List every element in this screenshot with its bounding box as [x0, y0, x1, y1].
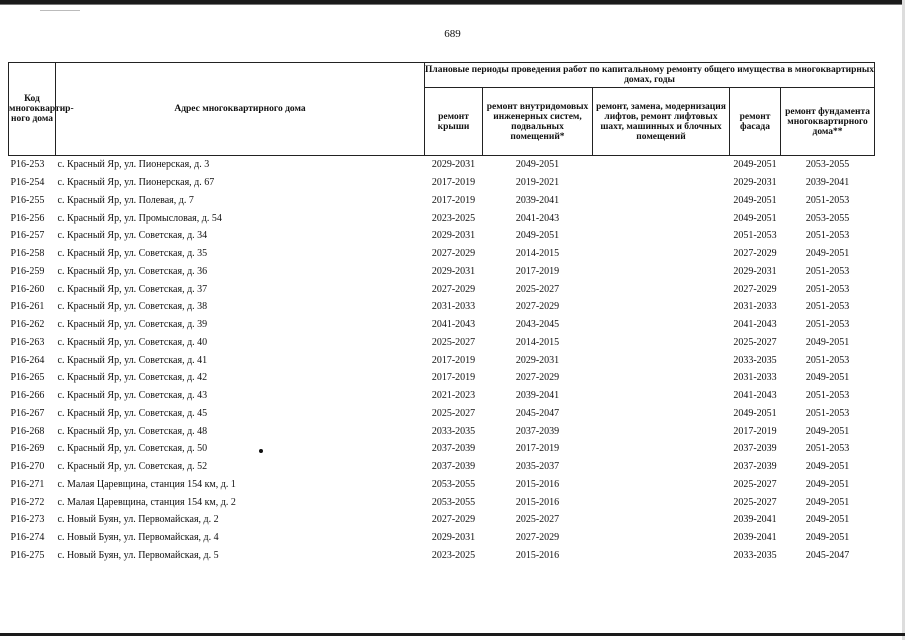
table-row [9, 547, 875, 565]
cell-code: Р16-272 [10, 496, 45, 508]
cell-engineering: 2039-2041 [515, 194, 560, 206]
cell-foundation: 2051-2053 [805, 283, 850, 295]
cell-roof: 2027-2029 [431, 514, 476, 526]
cell-address: с. Красный Яр, ул. Промысловая, д. 54 [57, 212, 222, 224]
cell-elevators [593, 227, 730, 245]
header-facade: ремонт фасада [730, 88, 781, 156]
cell-elevators [593, 529, 730, 547]
cell-roof: 2053-2055 [431, 478, 476, 490]
cell-elevators [593, 387, 730, 405]
cell-facade: 2025-2027 [733, 336, 777, 348]
cell-code: Р16-275 [10, 549, 45, 561]
cell-roof: 2033-2035 [431, 425, 476, 437]
cell-foundation: 2051-2053 [805, 194, 850, 206]
table-row [9, 529, 875, 547]
cell-engineering: 2014-2015 [515, 248, 560, 260]
cell-elevators [593, 351, 730, 369]
cell-elevators [593, 174, 730, 192]
table-row [9, 405, 875, 423]
scan-top-border-shadow [0, 4, 905, 5]
cell-engineering: 2014-2015 [515, 336, 560, 348]
cell-engineering: 2037-2039 [515, 425, 560, 437]
scan-bottom-border [0, 633, 905, 636]
cell-code: Р16-266 [10, 390, 45, 402]
header-roof: ремонт крыши [425, 88, 483, 156]
cell-elevators [593, 440, 730, 458]
cell-engineering: 2043-2045 [515, 319, 560, 331]
cell-roof: 2021-2023 [431, 390, 476, 402]
cell-foundation: 2049-2051 [805, 336, 850, 348]
cell-address: с. Красный Яр, ул. Советская, д. 40 [57, 336, 208, 348]
cell-facade: 2029-2031 [733, 265, 777, 277]
cell-code: Р16-255 [10, 194, 45, 206]
cell-roof: 2029-2031 [431, 159, 476, 171]
cell-roof: 2027-2029 [431, 283, 476, 295]
cell-engineering: 2017-2019 [515, 443, 560, 455]
header-elevators: ремонт, замена, модернизация лифтов, ремонт лифтовых шахт, машинных и блочных помещений [593, 88, 730, 156]
cell-code: Р16-264 [10, 354, 45, 366]
cell-address: с. Красный Яр, ул. Советская, д. 36 [57, 265, 208, 277]
cell-elevators [593, 156, 730, 174]
table-row [9, 476, 875, 494]
cell-facade: 2017-2019 [733, 425, 777, 437]
cell-facade: 2031-2033 [733, 301, 777, 313]
scan-artifact [40, 10, 80, 11]
cell-engineering: 2015-2016 [515, 496, 560, 508]
cell-code: Р16-258 [10, 248, 45, 260]
table-row [9, 387, 875, 405]
cell-address: с. Новый Буян, ул. Первомайская, д. 5 [57, 549, 219, 561]
cell-foundation: 2049-2051 [805, 248, 850, 260]
cell-foundation: 2045-2047 [805, 549, 850, 561]
cell-foundation: 2051-2053 [805, 443, 850, 455]
cell-address: с. Красный Яр, ул. Советская, д. 39 [57, 319, 208, 331]
cell-roof: 2023-2025 [431, 212, 476, 224]
cell-address: с. Красный Яр, ул. Советская, д. 52 [57, 461, 208, 473]
cell-code: Р16-261 [10, 301, 45, 313]
cell-foundation: 2051-2053 [805, 319, 850, 331]
cell-roof: 2025-2027 [431, 407, 476, 419]
cell-engineering: 2035-2037 [515, 461, 560, 473]
table-body [9, 156, 875, 565]
cell-foundation: 2039-2041 [805, 177, 850, 189]
cell-foundation: 2049-2051 [805, 496, 850, 508]
cell-address: с. Красный Яр, ул. Советская, д. 43 [57, 390, 208, 402]
cell-engineering: 2029-2031 [515, 354, 560, 366]
cell-engineering: 2039-2041 [515, 390, 560, 402]
cell-engineering: 2027-2029 [515, 301, 560, 313]
cell-facade: 2025-2027 [733, 496, 777, 508]
cell-code: Р16-262 [10, 319, 45, 331]
cell-roof: 2037-2039 [431, 461, 476, 473]
header-code: Код многоквартир-ного дома [9, 63, 56, 156]
cell-code: Р16-265 [10, 372, 45, 384]
cell-foundation: 2049-2051 [805, 461, 850, 473]
table-row [9, 192, 875, 210]
header-address: Адрес многоквартирного дома [56, 63, 425, 156]
cell-code: Р16-273 [10, 514, 45, 526]
cell-elevators [593, 209, 730, 227]
cell-code: Р16-269 [10, 443, 45, 455]
cell-elevators [593, 422, 730, 440]
cell-address: с. Красный Яр, ул. Советская, д. 37 [57, 283, 208, 295]
cell-address: с. Красный Яр, ул. Советская, д. 45 [57, 407, 208, 419]
table-row [9, 209, 875, 227]
cell-roof: 2025-2027 [431, 336, 476, 348]
cell-elevators [593, 192, 730, 210]
cell-roof: 2017-2019 [431, 354, 476, 366]
table-row [9, 422, 875, 440]
cell-address: с. Красный Яр, ул. Советская, д. 35 [57, 248, 208, 260]
cell-code: Р16-268 [10, 425, 45, 437]
cell-address: с. Красный Яр, ул. Пионерская, д. 3 [57, 159, 210, 171]
table-row [9, 263, 875, 281]
table-row [9, 458, 875, 476]
cell-facade: 2051-2053 [733, 230, 777, 242]
cell-code: Р16-254 [10, 177, 45, 189]
cell-engineering: 2015-2016 [515, 478, 560, 490]
cell-roof: 2029-2031 [431, 265, 476, 277]
cell-foundation: 2053-2055 [805, 159, 850, 171]
cell-facade: 2049-2051 [733, 407, 777, 419]
page-number: 689 [444, 28, 461, 40]
table-row [9, 440, 875, 458]
cell-address: с. Красный Яр, ул. Советская, д. 41 [57, 354, 208, 366]
cell-roof: 2023-2025 [431, 549, 476, 561]
table-row [9, 351, 875, 369]
cell-facade: 2041-2043 [733, 319, 777, 331]
cell-address: с. Красный Яр, ул. Пионерская, д. 67 [57, 177, 215, 189]
cell-code: Р16-271 [10, 478, 45, 490]
cell-facade: 2049-2051 [733, 194, 777, 206]
cell-elevators [593, 298, 730, 316]
cell-elevators [593, 511, 730, 529]
cell-code: Р16-260 [10, 283, 45, 295]
cell-address: с. Красный Яр, ул. Советская, д. 50 [57, 443, 208, 455]
cell-roof: 2027-2029 [431, 248, 476, 260]
table-row [9, 298, 875, 316]
cell-roof: 2031-2033 [431, 301, 476, 313]
cell-roof: 2029-2031 [431, 532, 476, 544]
cell-foundation: 2051-2053 [805, 265, 850, 277]
cell-foundation: 2051-2053 [805, 230, 850, 242]
cell-facade: 2027-2029 [733, 248, 777, 260]
cell-code: Р16-253 [10, 159, 45, 171]
cell-facade: 2041-2043 [733, 390, 777, 402]
cell-engineering: 2049-2051 [515, 230, 560, 242]
cell-foundation: 2049-2051 [805, 478, 850, 490]
capital-repair-table [8, 62, 875, 564]
cell-elevators [593, 405, 730, 423]
cell-address: с. Красный Яр, ул. Советская, д. 42 [57, 372, 208, 384]
cell-facade: 2033-2035 [733, 549, 777, 561]
cell-foundation: 2051-2053 [805, 407, 850, 419]
cell-foundation: 2053-2055 [805, 212, 850, 224]
cell-facade: 2025-2027 [733, 478, 777, 490]
cell-engineering: 2045-2047 [515, 407, 560, 419]
cell-code: Р16-270 [10, 461, 45, 473]
cell-roof: 2017-2019 [431, 194, 476, 206]
table-row [9, 511, 875, 529]
table-row [9, 280, 875, 298]
cell-engineering: 2049-2051 [515, 159, 560, 171]
cell-address: с. Малая Царевщина, станция 154 км, д. 1 [57, 478, 236, 490]
table-row [9, 156, 875, 174]
cell-address: с. Красный Яр, ул. Советская, д. 34 [57, 230, 208, 242]
cell-code: Р16-259 [10, 265, 45, 277]
cell-engineering: 2027-2029 [515, 532, 560, 544]
cell-facade: 2049-2051 [733, 159, 777, 171]
cell-facade: 2029-2031 [733, 177, 777, 189]
cell-code: Р16-274 [10, 532, 45, 544]
cell-engineering: 2019-2021 [515, 177, 560, 189]
cell-facade: 2031-2033 [733, 372, 777, 384]
cell-roof: 2017-2019 [431, 177, 476, 189]
header-engineering: ремонт внутридомовых инженерных систем, подвальных помещений* [483, 88, 593, 156]
cell-roof: 2017-2019 [431, 372, 476, 384]
cell-engineering: 2025-2027 [515, 514, 560, 526]
cell-elevators [593, 547, 730, 565]
table-row [9, 369, 875, 387]
cell-engineering: 2025-2027 [515, 283, 560, 295]
cell-code: Р16-256 [10, 212, 45, 224]
stray-mark [259, 449, 263, 453]
table-row [9, 493, 875, 511]
cell-engineering: 2041-2043 [515, 212, 560, 224]
cell-foundation: 2049-2051 [805, 372, 850, 384]
cell-facade: 2039-2041 [733, 532, 777, 544]
cell-address: с. Новый Буян, ул. Первомайская, д. 4 [57, 532, 219, 544]
cell-elevators [593, 493, 730, 511]
table-row [9, 334, 875, 352]
cell-facade: 2037-2039 [733, 461, 777, 473]
cell-elevators [593, 334, 730, 352]
table-row [9, 227, 875, 245]
cell-elevators [593, 245, 730, 263]
cell-elevators [593, 280, 730, 298]
cell-address: с. Красный Яр, ул. Советская, д. 38 [57, 301, 208, 313]
cell-elevators [593, 316, 730, 334]
cell-facade: 2033-2035 [733, 354, 777, 366]
header-period-group: Плановые периоды проведения работ по капитальному ремонту общего имущества в многоквартирных домах, годы [425, 63, 875, 88]
cell-address: с. Новый Буян, ул. Первомайская, д. 2 [57, 514, 219, 526]
cell-roof: 2037-2039 [431, 443, 476, 455]
cell-facade: 2049-2051 [733, 212, 777, 224]
cell-foundation: 2051-2053 [805, 390, 850, 402]
header-foundation: ремонт фундамента многоквартирного дома** [781, 88, 875, 156]
table-row [9, 245, 875, 263]
cell-engineering: 2015-2016 [515, 549, 560, 561]
cell-roof: 2029-2031 [431, 230, 476, 242]
cell-facade: 2039-2041 [733, 514, 777, 526]
cell-engineering: 2027-2029 [515, 372, 560, 384]
cell-foundation: 2051-2053 [805, 301, 850, 313]
cell-code: Р16-267 [10, 407, 45, 419]
cell-roof: 2041-2043 [431, 319, 476, 331]
cell-elevators [593, 369, 730, 387]
cell-roof: 2053-2055 [431, 496, 476, 508]
cell-foundation: 2049-2051 [805, 425, 850, 437]
cell-address: с. Малая Царевщина, станция 154 км, д. 2 [57, 496, 236, 508]
cell-foundation: 2049-2051 [805, 532, 850, 544]
cell-code: Р16-263 [10, 336, 45, 348]
cell-facade: 2027-2029 [733, 283, 777, 295]
cell-foundation: 2051-2053 [805, 354, 850, 366]
cell-address: с. Красный Яр, ул. Советская, д. 48 [57, 425, 208, 437]
cell-elevators [593, 263, 730, 281]
table-row [9, 174, 875, 192]
cell-code: Р16-257 [10, 230, 45, 242]
table-row [9, 316, 875, 334]
cell-foundation: 2049-2051 [805, 514, 850, 526]
cell-elevators [593, 476, 730, 494]
cell-address: с. Красный Яр, ул. Полевая, д. 7 [57, 194, 194, 206]
cell-engineering: 2017-2019 [515, 265, 560, 277]
cell-elevators [593, 458, 730, 476]
cell-facade: 2037-2039 [733, 443, 777, 455]
